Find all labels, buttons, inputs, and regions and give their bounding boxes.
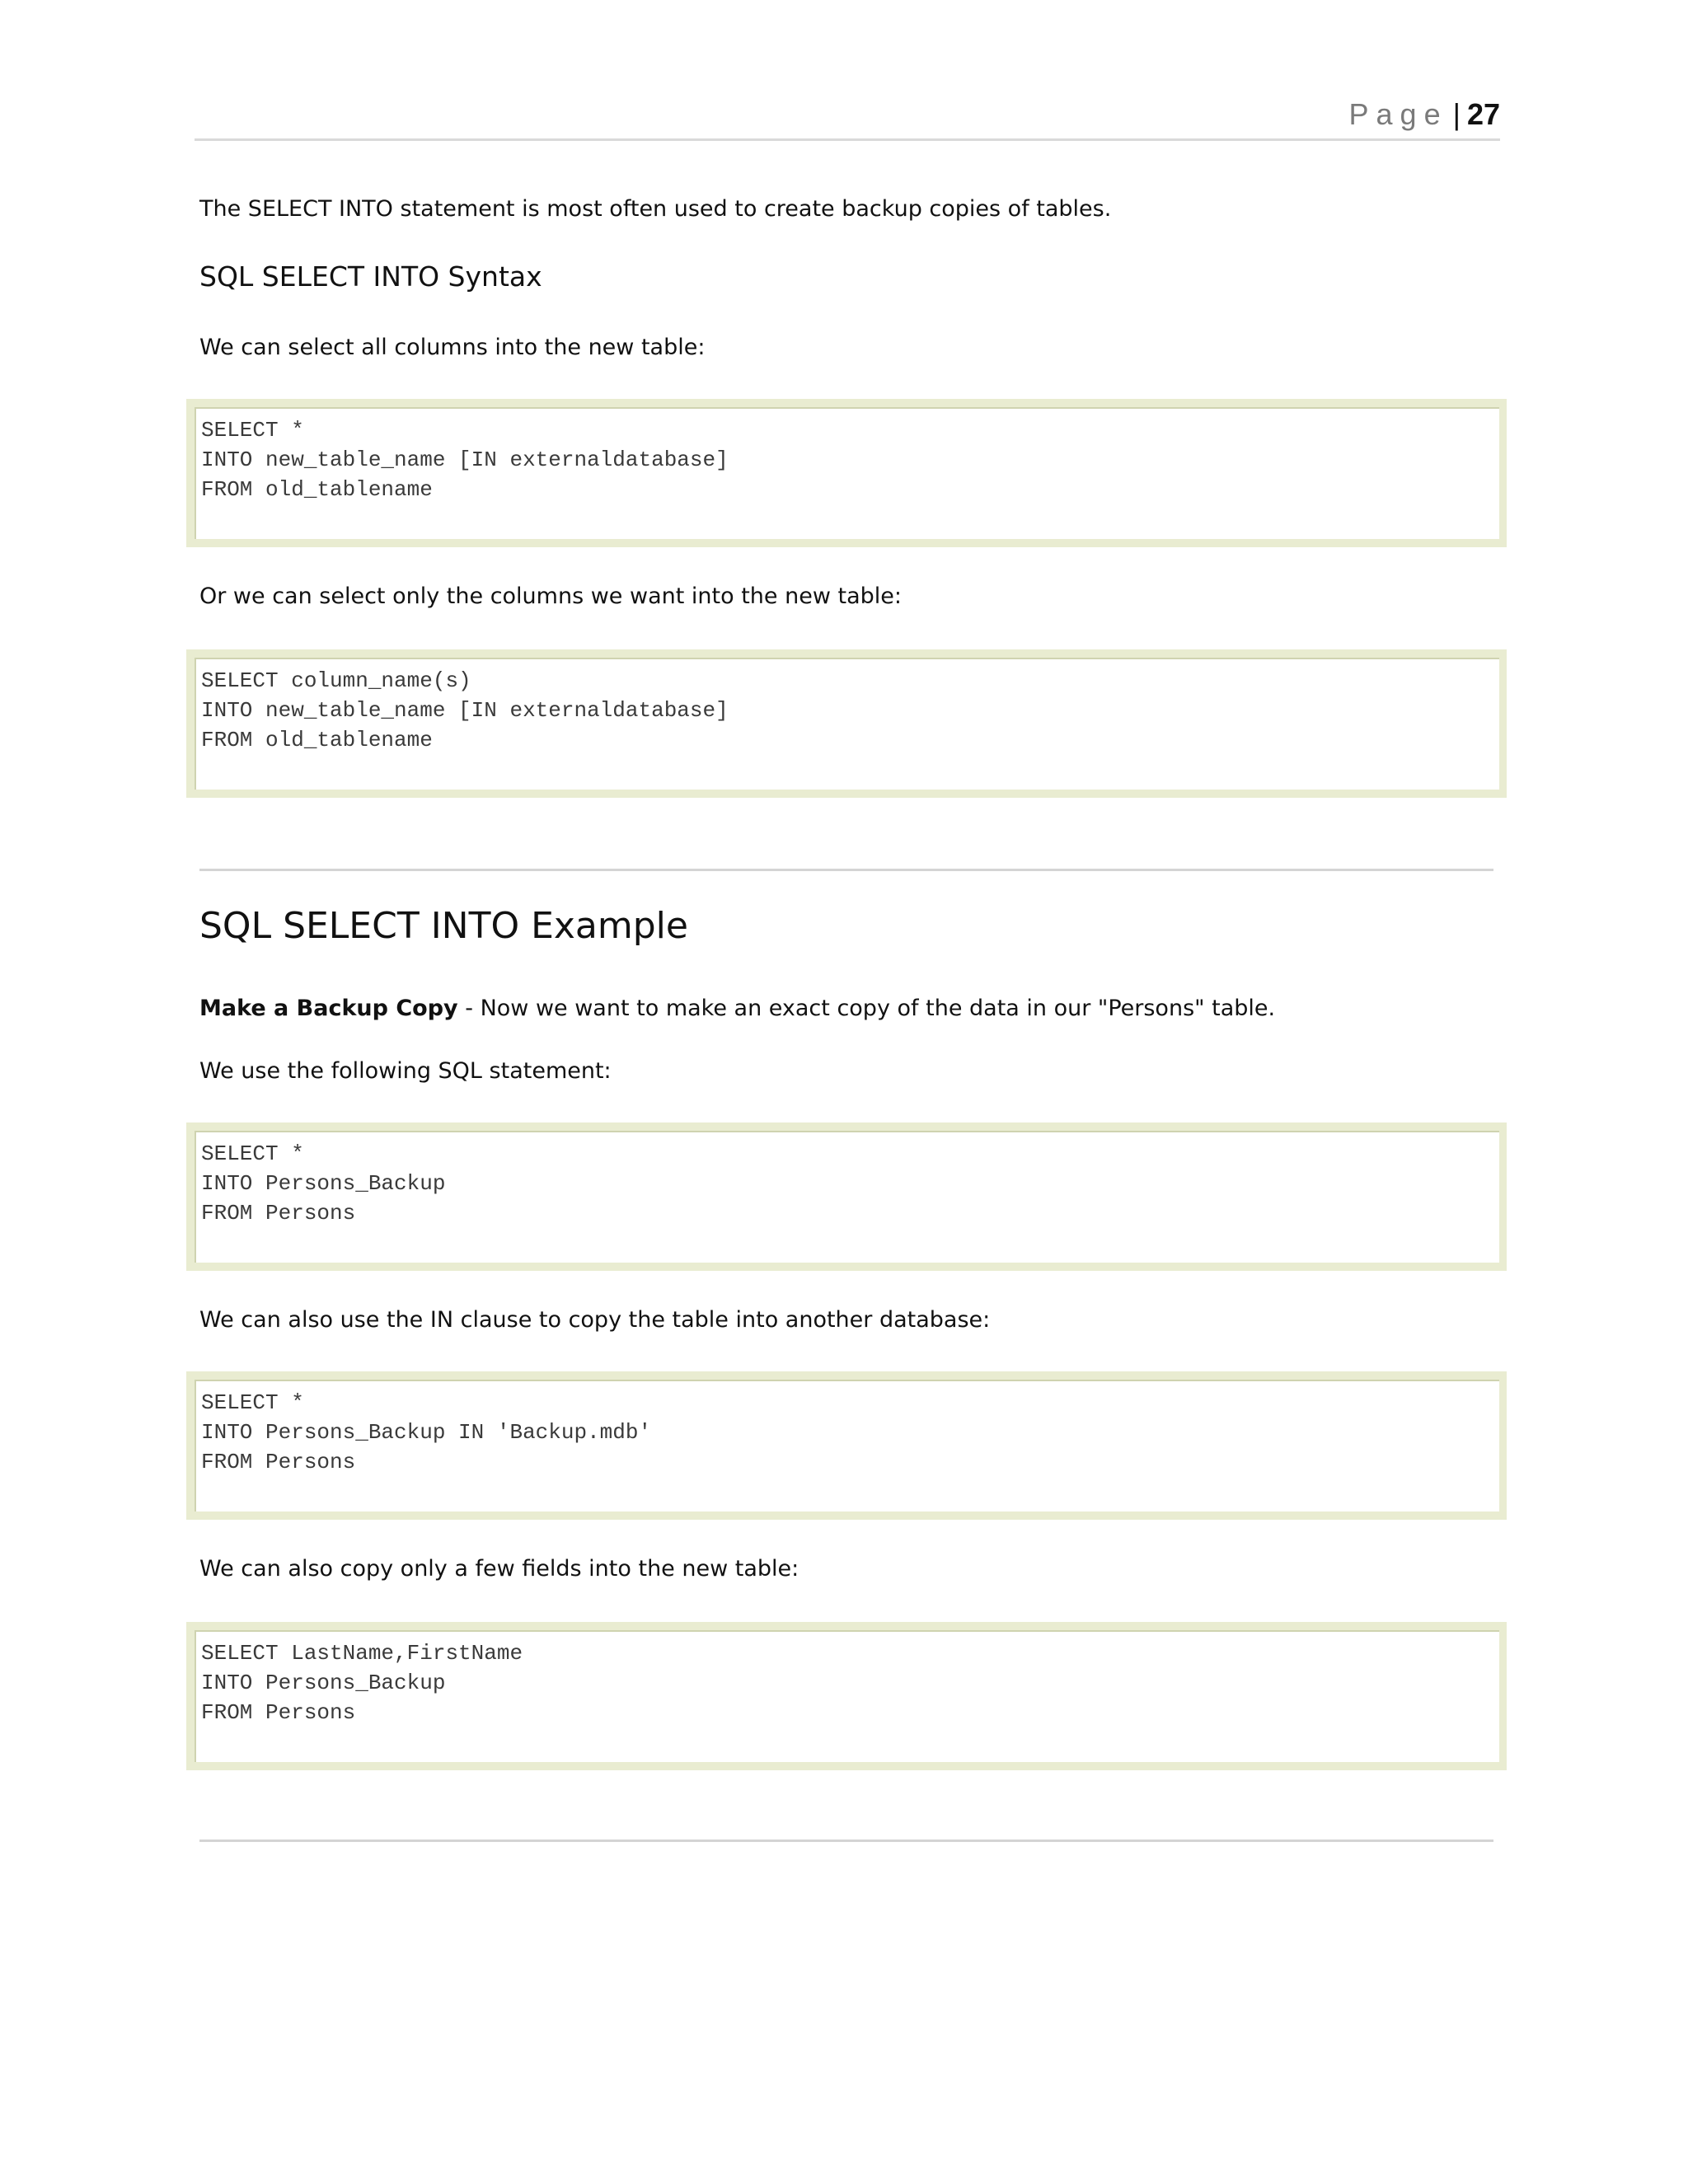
header-rule [195,138,1500,141]
in-clause-paragraph: We can also use the IN clause to copy the table into another database: [199,1307,991,1333]
code-line: FROM old_tablename [201,477,433,502]
few-fields-paragraph: We can also copy only a few fields into the new table: [199,1556,799,1582]
code-line: SELECT column_name(s) [201,668,471,693]
code-line: INTO new_table_name [IN externaldatabase] [201,448,729,472]
code-block[interactable] [195,1630,1499,1762]
code-block[interactable] [195,1131,1499,1263]
code-line: INTO Persons_Backup [201,1171,446,1196]
backup-paragraph [199,996,1275,1021]
page-number: 27 [1466,97,1500,131]
footer-divider [199,1840,1493,1842]
code-block[interactable] [195,1380,1499,1511]
code-line: SELECT LastName,FirstName [201,1641,523,1666]
code-line: INTO Persons_Backup IN 'Backup.mdb' [201,1420,652,1445]
code-line: FROM Persons [201,1450,356,1474]
section-divider [199,869,1493,871]
code-box-example-1 [186,1122,1507,1271]
page-separator: | [1452,97,1461,131]
page-word: Page [1348,97,1448,131]
code-line: SELECT * [201,418,304,443]
use-statement-paragraph: We use the following SQL statement: [199,1058,612,1084]
syntax-some-paragraph: Or we can select only the columns we want into the new table: [199,583,902,609]
code-box-example-3 [186,1622,1507,1770]
code-line: FROM Persons [201,1700,356,1725]
code-box-example-2 [186,1371,1507,1520]
code-box-syntax-some [186,649,1507,798]
code-line: FROM Persons [201,1201,356,1226]
code-line: FROM old_tablename [201,728,433,752]
page-header [1349,97,1500,132]
backup-text: - Now we want to make an exact copy of the data in our "Persons" table. [457,996,1276,1021]
code-line: SELECT * [201,1390,304,1415]
code-line: INTO Persons_Backup [201,1671,446,1695]
code-line: INTO new_table_name [IN externaldatabase] [201,698,729,723]
syntax-all-paragraph: We can select all columns into the new table: [199,335,706,360]
code-line: SELECT * [201,1141,304,1166]
code-block[interactable] [195,658,1499,790]
code-box-syntax-all [186,399,1507,547]
backup-bold-label: Make a Backup Copy [199,996,458,1021]
example-heading: SQL SELECT INTO Example [199,905,688,947]
code-block[interactable] [195,407,1499,539]
intro-paragraph: The SELECT INTO statement is most often used to create backup copies of tables. [199,196,1112,222]
syntax-heading: SQL SELECT INTO Syntax [199,260,542,293]
